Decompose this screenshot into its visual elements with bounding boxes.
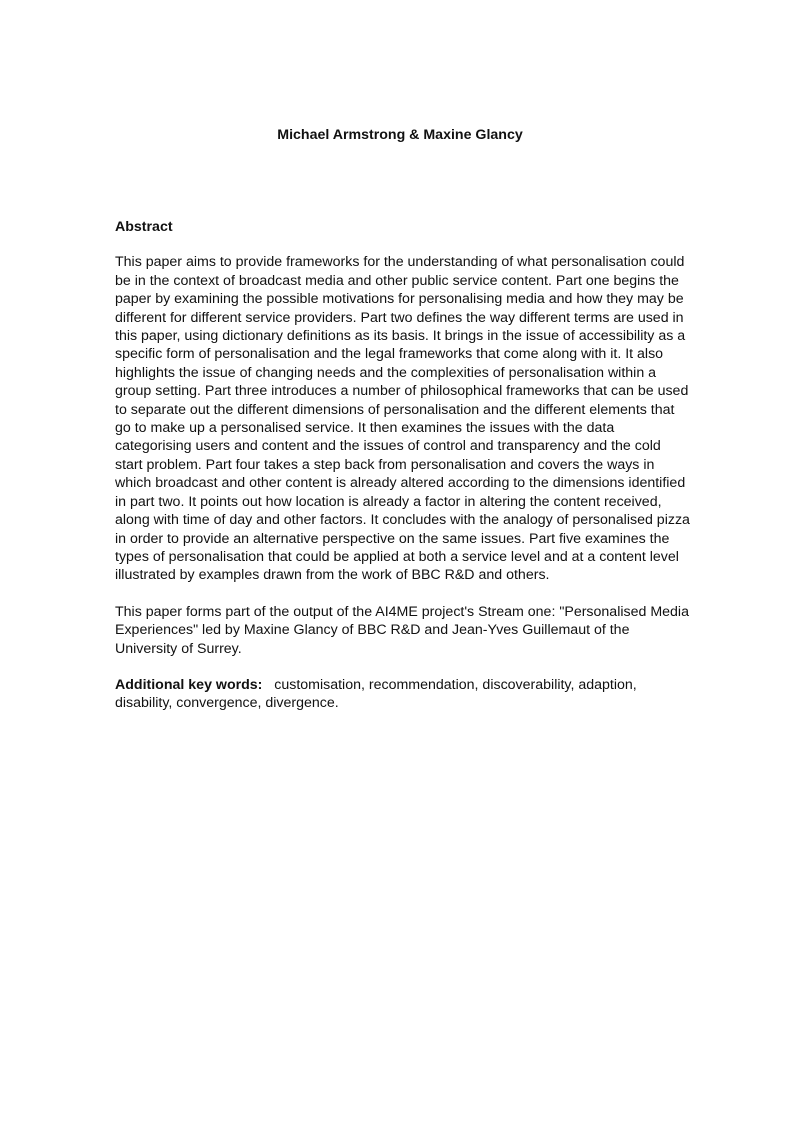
keywords-text: customisation, recommendation, discoverability, adaption, disability, convergence, divergence.: [115, 676, 637, 712]
abstract-paragraph-1: This paper aims to provide frameworks for the understanding of what personalisation could be in the context of broadcast media and other public service content. Part one begins the paper by examining the possible motivations for personalising media and how they may be different for different service providers. Part two defines the way different terms are used in this paper, using dictionary definitions as its basis. It brings in the issue of accessibility as a specific form of personalisation and the legal frameworks that come along with it. It also highlights the issue of changing needs and the complexities of personalisation within a group setting. Part three introduces a number of philosophical frameworks that can be used to separate out the different dimensions of personalisation and the different elements that go to make up a personalised service. It then examines the issues with the data categorising users and content and the issues of control and transparency and the cold start problem. Part four takes a step back from personalisation and covers the ways in which broadcast and other content is already altered according to the dimensions identified in part two. It points out how location is already a factor in altering the content received, along with time of day and other factors. It concludes with the analogy of personalised pizza in order to provide an alternative perspective on the same issues. Part five examines the types of personalisation that could be applied at both a service level and at a content level illustrated by examples drawn from the work of BBC R&D and others.: [115, 254, 690, 584]
abstract-heading: Abstract: [115, 219, 173, 235]
abstract-paragraph-2: This paper forms part of the output of the AI4ME project's Stream one: "Personalised Media Experiences" led by Maxine Glancy of BBC R&D and Jean-Yves Guillemaut of the University of Surrey.: [115, 603, 689, 657]
author-names: Michael Armstrong & Maxine Glancy: [277, 127, 523, 143]
keywords-paragraph: [115, 676, 690, 713]
keywords-label: Additional key words:: [115, 676, 263, 693]
abstract-section: [115, 218, 690, 731]
